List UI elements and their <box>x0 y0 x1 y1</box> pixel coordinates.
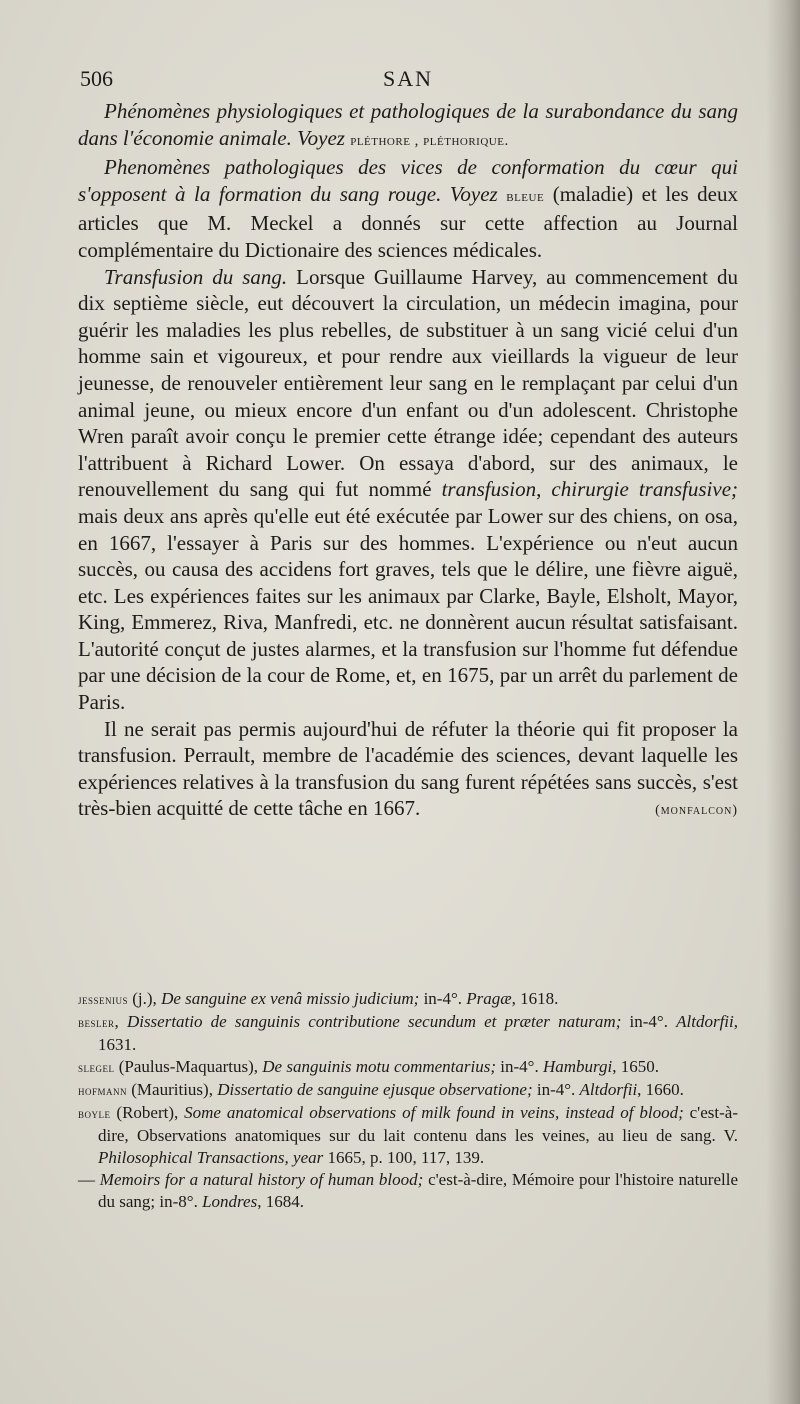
author-name: boyle <box>78 1106 111 1121</box>
section-title: Phénomènes physiologiques et pathologiques de la surabondance du sang dans l'économie animale. <box>78 99 738 150</box>
author-signature: (monfalcon) <box>655 803 738 819</box>
term-italic: chirurgie transfusive; <box>551 477 739 502</box>
work-title: Dissertatio de sanguine ejusque observatione; <box>217 1080 533 1099</box>
entry-text: (Paulus-Maquartus), <box>114 1057 263 1076</box>
cross-reference: bleue <box>506 188 545 205</box>
work-title: De sanguine ex venâ missio judicium; <box>161 989 420 1008</box>
page-header <box>80 66 736 96</box>
entry-text: , 1684. <box>257 1192 304 1211</box>
page-number: 506 <box>80 66 113 91</box>
entry-text: c'est-à-dire, Mémoire pour l'histoire naturelle du sang; in-8°. <box>98 1170 738 1211</box>
bibliography-entry <box>78 1079 738 1102</box>
author-name: hofmann <box>78 1083 128 1098</box>
section-title: Phenomènes pathologiques des vices de conformation du cœur qui s'opposent à la formation du sang rouge. <box>78 155 738 206</box>
entry-text: , <box>114 1012 127 1031</box>
bibliography-entry <box>78 1056 738 1079</box>
paragraph-text: mais deux ans après qu'elle eut été exécutée par Lower sur des chiens, on osa, en 1667, l'essayer à Paris sur des hommes. L'expérience ou n'eut aucun succès, ou causa des accidens fort graves, tels que le délire, une fièvre aiguë, etc. Les expériences faites sur les animaux par Clarke, Bayle, Elsholt, Mayor, King, Emmerez, Riva, Manfredi, etc. ne donnèrent aucun résultat satisfaisant. L'autorité conçut de justes alarmes, et la transfusion sur l'homme fut défendue par une décision de la cour de Rome, et, en 1675, par un arrêt du parlement de Paris. <box>78 503 738 715</box>
work-title: Memoirs for a natural history of human blood; <box>99 1170 424 1189</box>
entry-text: , 1631. <box>98 1012 738 1054</box>
entry-text: , 1660. <box>637 1080 684 1099</box>
entry-text: in-4°. <box>532 1080 580 1099</box>
entry-text: in-4°. <box>621 1012 677 1031</box>
paragraph-conclusion <box>78 716 738 822</box>
place: Hamburgi <box>542 1057 613 1076</box>
bibliography-entry <box>78 1169 738 1213</box>
work-title: De sanguinis motu commentarius; <box>262 1057 497 1076</box>
place: Philosophical Transactions, year <box>98 1148 324 1167</box>
entry-text: (Robert), <box>110 1103 185 1122</box>
bibliography-entry <box>78 1011 738 1056</box>
paragraph-text: Il ne serait pas permis aujourd'hui de réfuter la théorie qui fit proposer la transfusion. Perrault, membre de l'académie des sciences, devant laquelle les expériences relatives à la transfusion du sang furent répétées sans succès, s'est très-bien acquitté de cette tâche en 1667. <box>78 716 738 821</box>
ditto-dash: — <box>78 1170 95 1189</box>
entry-text: in-4°. <box>496 1057 543 1076</box>
entry-text: 1665, p. 100, 117, 139. <box>323 1148 485 1167</box>
bibliography-entry <box>78 988 738 1011</box>
entry-text: in-4°. <box>419 989 467 1008</box>
running-head: SAN <box>382 66 433 91</box>
place: Altdorfii <box>579 1080 638 1099</box>
bibliography <box>78 988 738 1213</box>
see-reference: Voyez <box>297 125 345 150</box>
place: Pragæ <box>466 989 512 1008</box>
page-binding-shadow <box>766 0 800 1404</box>
section-title: Transfusion du sang. <box>104 264 288 289</box>
entry-text: (j.), <box>128 989 162 1008</box>
entry-text: (Mauritius), <box>127 1080 218 1099</box>
entry-text: , 1618. <box>511 989 559 1008</box>
author-name: jessenius <box>78 992 129 1007</box>
paragraph-transfusion <box>78 264 738 716</box>
entry-text: , 1650. <box>612 1057 659 1076</box>
see-reference: Voyez <box>449 181 498 206</box>
paragraph-text: Lorsque Guillaume Harvey, au commencement du dix septième siècle, eut découvert la circulation, un médecin imagina, pour guérir les maladies les plus rebelles, de substituer à un sang vicié celui d'un homme sain et vigoureux, et pour rendre aux vieillards la vigueur de leur jeunesse, de renouveler entièrement leur sang en le remplaçant par celui d'un animal jeune, ou mieux encore d'un enfant ou d'un adolescent. Christophe Wren paraît avoir conçu le premier cette étrange idée; cependant des auteurs l'attribuent à Richard Lower. On essaya d'abord, sur des animaux, le renouvellement du sang qui fut nommé <box>78 264 738 502</box>
work-title: Some anatomical observations of milk found in veins, instead of blood; <box>184 1103 684 1122</box>
work-title: Dissertatio de sanguinis contributione secundum et præter naturam; <box>126 1012 622 1031</box>
paragraph-vices-conformation <box>78 154 738 263</box>
place: Altdorfii <box>676 1012 734 1031</box>
entry-text: c'est-à-dire, Observations anatomiques sur du lait contenu dans les veines, au lieu de sang. V. <box>98 1103 738 1145</box>
article-body <box>78 98 738 825</box>
author-name: besler <box>78 1015 115 1030</box>
paragraph-text: (maladie) et les deux articles que M. Meckel a donnés sur cette affection au Journal complémentaire du Dictionaire des sciences médicales. <box>78 181 738 262</box>
paragraph-text: , <box>536 477 552 502</box>
place: Londres <box>202 1192 258 1211</box>
cross-reference: pléthore , pléthorique. <box>350 132 509 149</box>
term-italic: transfusion <box>441 477 537 502</box>
author-name: slegel <box>78 1060 115 1075</box>
paragraph-surabondance <box>78 98 738 154</box>
bibliography-entry <box>78 1102 738 1169</box>
